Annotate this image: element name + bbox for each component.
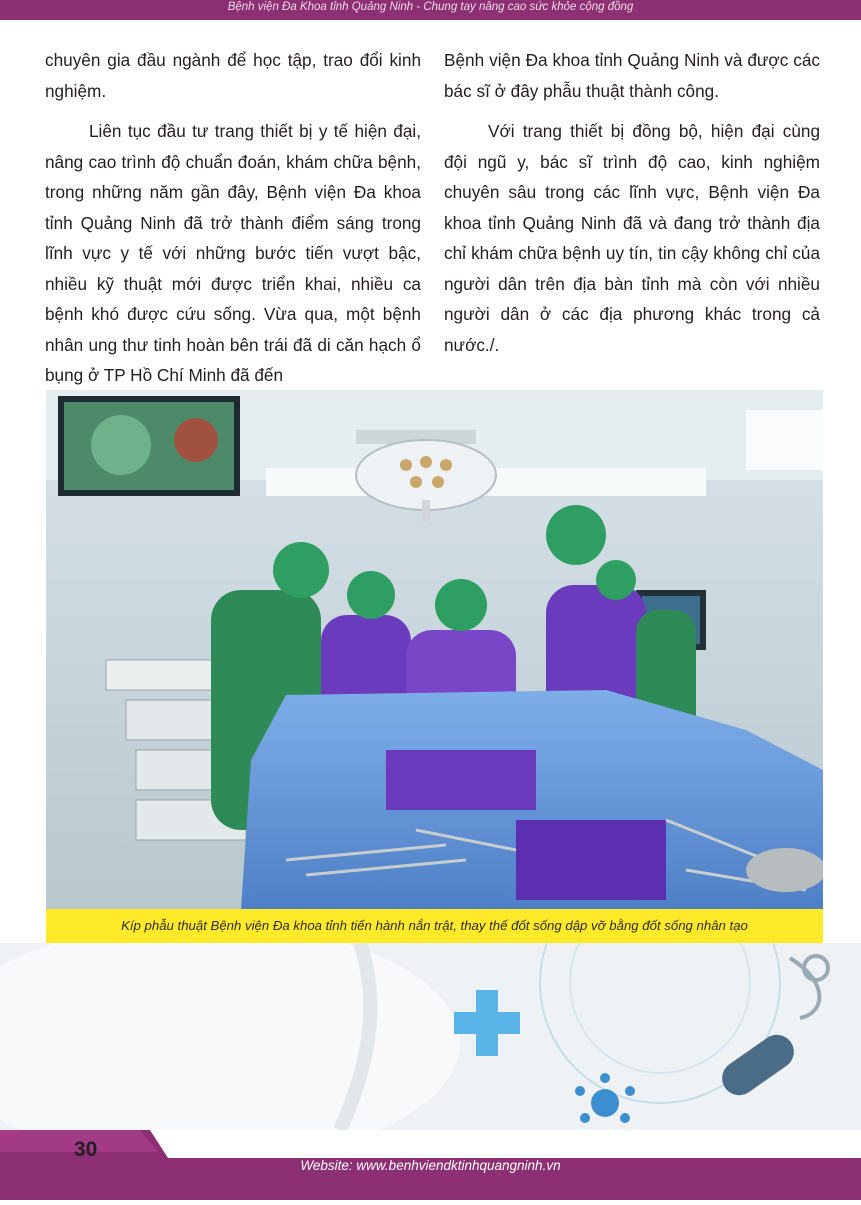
- operating-room-illustration: [46, 390, 823, 909]
- paragraph: Với trang thiết bị đồng bộ, hiện đại cùng đội ngũ y, bác sĩ trình độ cao, kinh nghiệm chuyên sâu trong các lĩnh vực, Bệnh viện Đa khoa tỉnh Quảng Ninh đã và đang trở thành địa chỉ khám chữa bệnh uy tín, tin cậy không chỉ của người dân trên địa bàn tỉnh mà còn với nhiều người dân ở các địa phương khác trong cả nước./.: [444, 121, 820, 355]
- article-column-left: [45, 45, 421, 401]
- website-link[interactable]: Website: www.benhviendktinhquangninh.vn: [300, 1158, 561, 1173]
- photo-caption: Kíp phẫu thuật Bệnh viện Đa khoa tỉnh tiến hành nắn trật, thay thế đốt sống dập vỡ bằng đốt sống nhân tạo: [46, 909, 823, 943]
- surgery-photo: [46, 390, 823, 909]
- decorative-medical-background: [0, 943, 861, 1130]
- paragraph: Liên tục đầu tư trang thiết bị y tế hiện đại, nâng cao trình độ chuẩn đoán, khám chữa bệnh, trong những năm gần đây, Bệnh viện Đa khoa tỉnh Quảng Ninh đã trở thành điểm sáng trong lĩnh vực y tế với những bước tiến vượt bậc, nhiều kỹ thuật mới được triển khai, nhiều ca bệnh khó được cứu sống. Vừa qua, một bệnh nhân ung thư tinh hoàn bên trái đã di căn hạch ổ bụng ở TP Hồ Chí Minh đã đến: [45, 121, 421, 385]
- instrument-tray: [746, 848, 823, 892]
- page-number: 30: [74, 1138, 98, 1161]
- paragraph: Bệnh viện Đa khoa tỉnh Quảng Ninh và được các bác sĩ ở đây phẫu thuật thành công.: [444, 50, 820, 101]
- purple-towel: [386, 750, 536, 810]
- medical-collage: [0, 943, 861, 1130]
- article-column-right: [444, 45, 820, 370]
- monitor-screen: [58, 396, 240, 496]
- paragraph: chuyên gia đầu ngành để học tập, trao đổi kinh nghiệm.: [45, 50, 421, 101]
- running-header: Bệnh viện Đa Khoa tỉnh Quảng Ninh - Chung tay nâng cao sức khỏe cộng đồng: [227, 1, 634, 13]
